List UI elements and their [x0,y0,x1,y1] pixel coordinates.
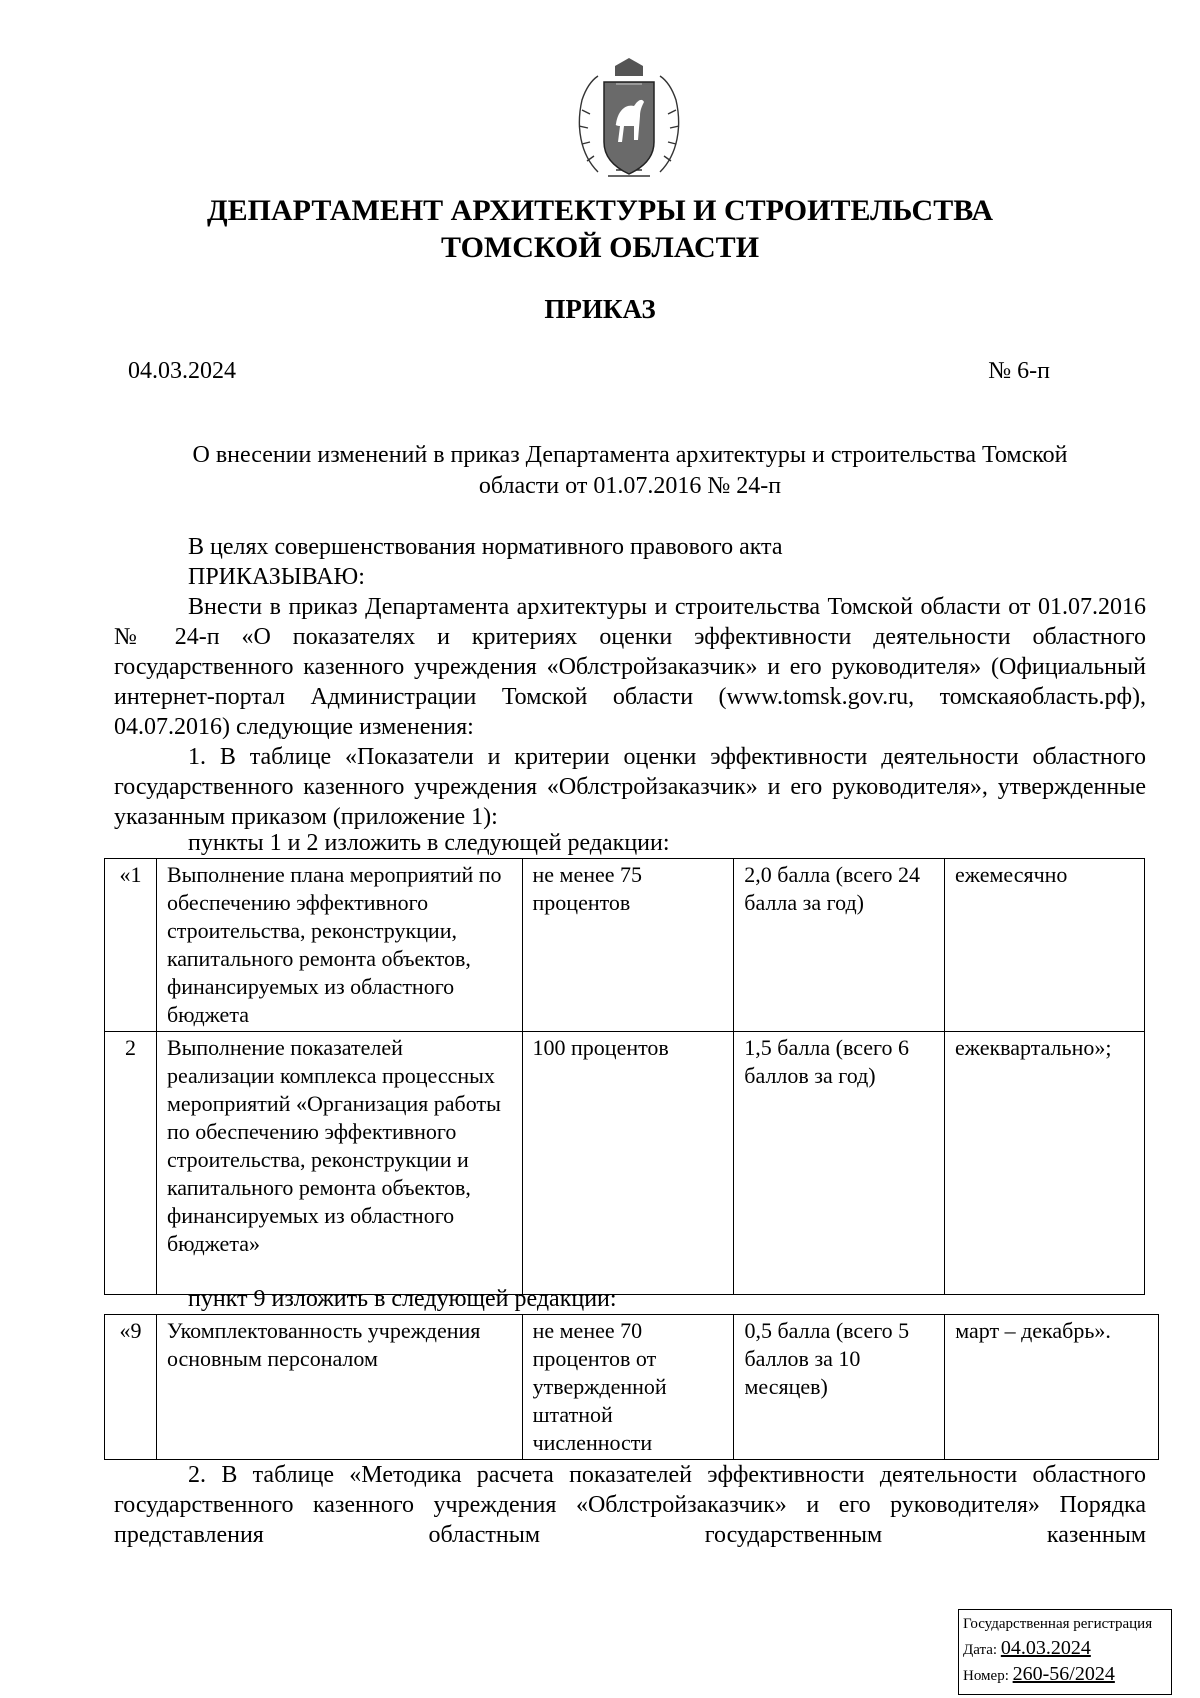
indicators-table-1 [104,858,1145,1295]
criterion-cell: не менее 75 процентов [522,859,734,1032]
table-row [105,1315,1159,1460]
subject-line-1: О внесении изменений в приказ Департамента архитектуры и строительства Томской [192,442,1068,468]
criterion-cell: не менее 70 процентов от утвержденной штатной численности [522,1315,734,1460]
row-number: «1 [105,859,157,1032]
registration-date-value: 04.03.2024 [1000,1637,1091,1659]
indicator-cell: Выполнение плана мероприятий по обеспечению эффективного строительства, реконструкции, капитального ремонта объектов, финансируемых из областного бюджета [156,859,522,1032]
department-header [0,192,1200,266]
table-row [105,1032,1145,1295]
coat-of-arms-icon [568,54,690,186]
registration-number-label: Номер: [963,1668,1009,1684]
doc-type-title: ПРИКАЗ [544,294,656,324]
criterion-cell: 100 процентов [522,1032,734,1295]
intro-paragraph: Внести в приказ Департамента архитектуры и строительства Томской области от 01.07.2016 № 24-п «О показателях и критериях оценки эффективности деятельности областного государственного казенного учреждения «Облстройзаказчик» и его руководителя» (Официальный интернет-портал Администрации Томской области (www.tomsk.gov.ru, томскаяобласть.рф), 04.07.2016) следующие изменения: [114,594,1146,740]
registration-stamp [958,1609,1172,1695]
order-body-top [114,532,1146,832]
order-number: № 6-п [988,358,1050,384]
registration-date-label: Дата: [963,1642,998,1658]
row-number: «9 [105,1315,157,1460]
indicator-cell: Укомплектованность учреждения основным персоналом [156,1315,522,1460]
period-cell: март – декабрь». [945,1315,1159,1460]
purpose-paragraph: В целях совершенствования нормативного правового акта [188,534,783,560]
instruction-item-9: пункт 9 изложить в следующей редакции: [188,1286,617,1312]
instruction-items-1-2: пункты 1 и 2 изложить в следующей редакции: [188,830,670,856]
score-cell: 1,5 балла (всего 6 баллов за год) [734,1032,945,1295]
period-cell: ежеквартально»; [945,1032,1145,1295]
department-title-line-1: ДЕПАРТАМЕНТ АРХИТЕКТУРЫ И СТРОИТЕЛЬСТВА [206,194,994,227]
indicator-cell: Выполнение показателей реализации комплекса процессных мероприятий «Организация работы по обеспечению эффективного строительства, реконструкции и капитального ремонта объектов, финансируемых из областного бюджета» [156,1032,522,1295]
registration-number-value: 260-56/2024 [1012,1663,1115,1685]
row-number: 2 [105,1032,157,1295]
order-body-bottom [114,1460,1146,1550]
period-cell: ежемесячно [945,859,1145,1032]
subject-line-2: области от 01.07.2016 № 24-п [478,473,782,499]
registration-title: Государственная регистрация [963,1616,1153,1632]
score-cell: 2,0 балла (всего 24 балла за год) [734,859,945,1032]
table-row [105,859,1145,1032]
indicators-table-2 [104,1314,1159,1460]
order-date: 04.03.2024 [128,358,236,384]
order-word: ПРИКАЗЫВАЮ: [188,564,365,590]
department-title-line-2: ТОМСКОЙ ОБЛАСТИ [440,231,760,264]
item-1-paragraph: 1. В таблице «Показатели и критерии оценки эффективности деятельности областного государственного казенного учреждения «Облстройзаказчик» и его руководителя», утвержденные указанным приказом (приложение 1): [114,744,1146,830]
order-subject [140,440,1120,502]
item-2-paragraph: 2. В таблице «Методика расчета показателей эффективности деятельности областного государственного казенного учреждения «Облстройзаказчик» и его руководителя» Порядка представления областным государственным казенным [114,1462,1146,1548]
registration-date-row [963,1636,1167,1662]
registration-number-row [963,1662,1167,1688]
score-cell: 0,5 балла (всего 5 баллов за 10 месяцев) [734,1315,945,1460]
